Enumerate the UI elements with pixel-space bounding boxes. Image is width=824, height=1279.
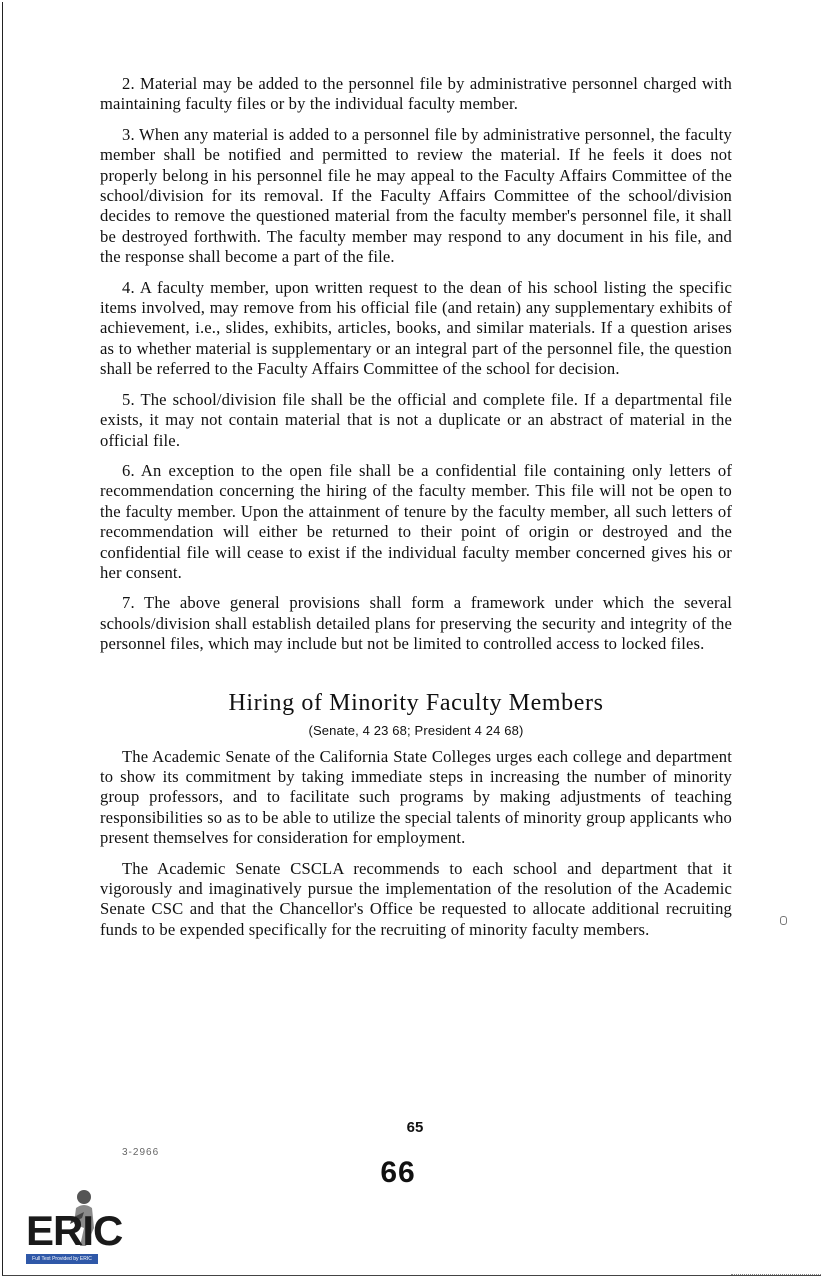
scan-speck	[780, 916, 787, 925]
archive-page-number: 66	[380, 1156, 416, 1189]
document-body	[100, 74, 732, 950]
paragraph-7: 7. The above general provisions shall form a framework under which the several schools/division shall establish detailed plans for preserving the security and integrity of the personnel files, which may include but not be limited to controlled access to locked files.	[100, 593, 732, 654]
section-heading: Hiring of Minority Faculty Members	[228, 689, 604, 716]
stamp-code: 3-2966	[122, 1147, 160, 1158]
paragraph-2: 2. Material may be added to the personnel file by administrative personnel charged with maintaining faculty files or by the individual faculty member.	[100, 74, 732, 114]
paragraph-3: 3. When any material is added to a personnel file by administrative personnel, the faculty member shall be notified and permitted to review the material. If he feels it does not properly belong in his personnel file he may appeal to the Faculty Affairs Committee of the school/division for its removal. If the Faculty Affairs Committee of the school/division decides to remove the questioned material from the faculty member's personnel file, it shall be destroyed forthwith. The faculty member may respond to any document in his file, and the response shall become a part of the file.	[100, 124, 732, 267]
eric-logo-letters: ERIC	[26, 1207, 123, 1254]
eric-logo-caption: Full Text Provided by ERIC	[26, 1254, 98, 1264]
paragraph-5: 5. The school/division file shall be the official and complete file. If a departmental file exists, it may not contain material that is not a duplicate or an abstract of material in the official file.	[100, 389, 732, 450]
minority-paragraph-1: The Academic Senate of the California State Colleges urges each college and department to show its commitment by taking immediate steps in increasing the number of minority group professors, and to facilitate such programs by making adjustments of teaching responsibilities so as to be able to utilize the special talents of minority group applicants who present themselves for consideration for employment.	[100, 746, 732, 848]
paragraph-6: 6. An exception to the open file shall be a confidential file containing only letters of recommendation concerning the hiring of the faculty member. This file will not be open to the faculty member. Upon the attainment of tenure by the faculty member, all such letters of recommendation will either be returned to their point of origin or destroyed and the confidential file will cease to exist if the individual faculty member concerned gives his or her consent.	[100, 460, 732, 582]
page-number: 65	[406, 1119, 424, 1136]
section-subheading: (Senate, 4 23 68; President 4 24 68)	[308, 722, 524, 738]
paragraph-4: 4. A faculty member, upon written request to the dean of his school listing the specific items involved, may remove from his official file (and retain) any supplementary exhibits of achievement, i.e., slides, exhibits, articles, books, and similar materials. If a question arises as to whether material is supplementary or an integral part of the personnel file, the question shall be referred to the Faculty Affairs Committee of the school for decision.	[100, 277, 732, 379]
eric-logo	[26, 1188, 123, 1268]
minority-paragraph-2: The Academic Senate CSCLA recommends to each school and department that it vigorously and imaginatively pursue the implementation of the resolution of the Academic Senate CSC and that the Chancellor's Office be requested to allocate additional recruiting funds to be expended specifically for the recruiting of minority faculty members.	[100, 858, 732, 939]
